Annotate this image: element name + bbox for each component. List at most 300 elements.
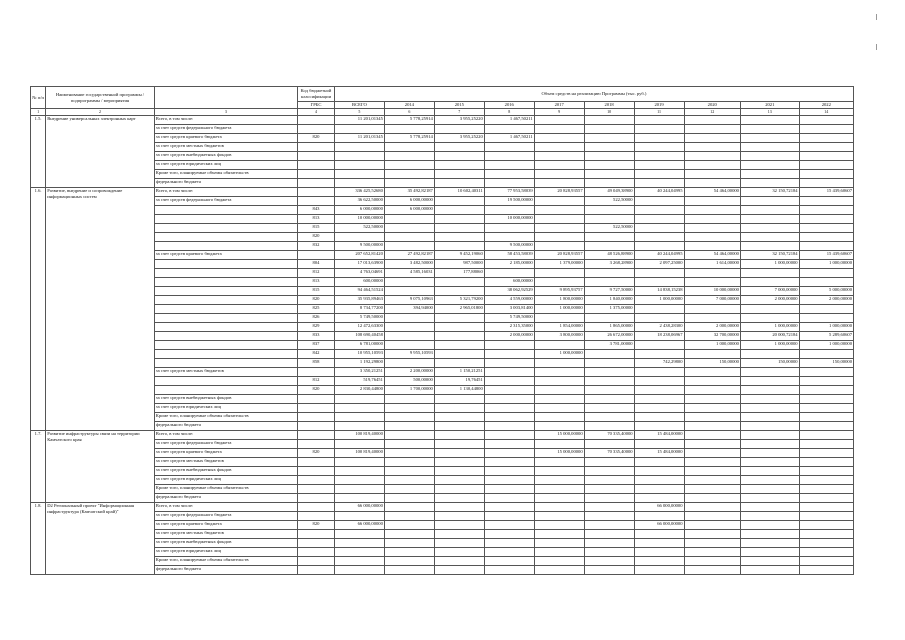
- table-row: [31, 512, 854, 521]
- funding-source: [154, 296, 297, 305]
- year-value: [534, 116, 584, 125]
- year-value: [434, 422, 484, 431]
- year-value: [740, 431, 799, 440]
- year-value: 1 000,00000: [799, 341, 853, 350]
- year-value: [434, 539, 484, 548]
- year-value: [684, 494, 740, 503]
- year-value: [584, 413, 634, 422]
- table-row: [31, 413, 854, 422]
- year-value: 15 439,60607: [799, 188, 853, 197]
- year-value: [634, 350, 684, 359]
- year-value: [684, 503, 740, 512]
- year-value: [799, 566, 853, 575]
- year-value: 9 500,00000: [484, 242, 534, 251]
- total-value: [334, 152, 384, 161]
- total-value: [334, 512, 384, 521]
- total-value: [334, 557, 384, 566]
- year-value: [740, 494, 799, 503]
- total-value: 1 192,29800: [334, 359, 384, 368]
- grbs-code: [298, 125, 335, 134]
- total-value: 36 622,50000: [334, 197, 384, 206]
- total-value: 336 425,52680: [334, 188, 384, 197]
- year-value: [484, 233, 534, 242]
- year-value: [484, 557, 534, 566]
- total-value: [334, 170, 384, 179]
- year-value: [434, 404, 484, 413]
- funding-source: [154, 278, 297, 287]
- year-value: [484, 404, 534, 413]
- year-value: [740, 566, 799, 575]
- table-row: [31, 566, 854, 575]
- year-value: 10 000,00000: [684, 287, 740, 296]
- year-value: 54 464,00000: [684, 251, 740, 260]
- total-value: 519,76451: [334, 377, 384, 386]
- section-name: Развитие инфраструктуры связи на территории Камчатского края: [46, 431, 155, 503]
- table-row: [31, 521, 854, 530]
- year-value: [684, 170, 740, 179]
- year-value: 7 000,00000: [740, 287, 799, 296]
- year-value: [684, 206, 740, 215]
- total-value: [334, 440, 384, 449]
- year-value: [799, 305, 853, 314]
- year-value: [534, 377, 584, 386]
- year-value: [584, 566, 634, 575]
- year-value: [584, 170, 634, 179]
- year-value: [740, 314, 799, 323]
- year-value: [534, 440, 584, 449]
- table-row: [31, 440, 854, 449]
- year-value: [534, 521, 584, 530]
- year-value: [534, 485, 584, 494]
- year-value: [634, 269, 684, 278]
- table-row: [31, 251, 854, 260]
- year-value: [799, 503, 853, 512]
- year-value: [534, 179, 584, 188]
- year-value: [484, 530, 534, 539]
- year-value: 27 492,82187: [384, 251, 434, 260]
- grbs-code: [298, 467, 335, 476]
- grbs-code: 820: [298, 296, 335, 305]
- year-value: [799, 386, 853, 395]
- year-value: 5 749,50000: [484, 314, 534, 323]
- year-value: [634, 314, 684, 323]
- year-value: [634, 125, 684, 134]
- year-value: [799, 197, 853, 206]
- funding-source: за счет средств краевого бюджета: [154, 251, 297, 260]
- year-value: [634, 233, 684, 242]
- year-value: [434, 359, 484, 368]
- year-value: 3 955,25220: [434, 134, 484, 143]
- grbs-code: [298, 557, 335, 566]
- table-row: [31, 296, 854, 305]
- funding-source: Кроме того, планируемые объемы обязательств: [154, 485, 297, 494]
- grbs-code: [298, 197, 335, 206]
- funding-source: [154, 323, 297, 332]
- year-value: [584, 125, 634, 134]
- year-value: 1 467,50211: [484, 116, 534, 125]
- year-value: [534, 170, 584, 179]
- table-row: [31, 143, 854, 152]
- total-value: 5 749,50000: [334, 314, 384, 323]
- year-value: [434, 287, 484, 296]
- year-value: [584, 521, 634, 530]
- header-volume: Объем средств на реализацию Программы (тыс. руб.): [334, 87, 853, 102]
- year-value: [384, 179, 434, 188]
- table-row: [31, 431, 854, 440]
- funding-source: федерального бюджета: [154, 566, 297, 575]
- year-value: 3 268,28900: [584, 260, 634, 269]
- year-value: [384, 467, 434, 476]
- year-value: [634, 467, 684, 476]
- year-value: [634, 305, 684, 314]
- year-value: [534, 233, 584, 242]
- year-value: [384, 557, 434, 566]
- funding-source: [154, 233, 297, 242]
- year-value: [684, 467, 740, 476]
- year-value: [740, 377, 799, 386]
- year-value: [384, 332, 434, 341]
- table-row: [31, 197, 854, 206]
- funding-source: за счет средств федерального бюджета: [154, 197, 297, 206]
- year-value: [684, 458, 740, 467]
- column-number: 9: [534, 109, 584, 116]
- year-value: 522,50000: [584, 197, 634, 206]
- year-value: [584, 233, 634, 242]
- year-value: [484, 341, 534, 350]
- table-row: [31, 395, 854, 404]
- year-value: [684, 530, 740, 539]
- year-value: [584, 278, 634, 287]
- year-value: [740, 206, 799, 215]
- year-value: [384, 449, 434, 458]
- total-value: 94 464,51524: [334, 287, 384, 296]
- year-value: [384, 152, 434, 161]
- table-row: [31, 224, 854, 233]
- year-value: [484, 431, 534, 440]
- total-value: [334, 494, 384, 503]
- table-row: [31, 323, 854, 332]
- year-value: [534, 278, 584, 287]
- year-value: [684, 449, 740, 458]
- total-value: 100 819,40000: [334, 431, 384, 440]
- year-value: [799, 548, 853, 557]
- total-value: [334, 476, 384, 485]
- year-value: [434, 413, 484, 422]
- year-value: [799, 512, 853, 521]
- table-row: [31, 170, 854, 179]
- year-value: [534, 386, 584, 395]
- year-value: 1 000,00000: [740, 323, 799, 332]
- year-value: [434, 476, 484, 485]
- year-value: 77 953,58039: [484, 188, 534, 197]
- funding-source: [154, 314, 297, 323]
- year-value: 7 000,00000: [684, 296, 740, 305]
- year-value: 10 602,40311: [434, 188, 484, 197]
- year-value: [384, 512, 434, 521]
- year-value: [684, 134, 740, 143]
- table-row: [31, 278, 854, 287]
- year-value: [384, 161, 434, 170]
- table-row: [31, 215, 854, 224]
- grbs-code: 815: [298, 287, 335, 296]
- year-value: [740, 458, 799, 467]
- year-value: [740, 476, 799, 485]
- year-value: 70 335,40000: [584, 431, 634, 440]
- grbs-code: 843: [298, 206, 335, 215]
- year-value: [434, 440, 484, 449]
- year-value: [684, 386, 740, 395]
- year-value: [584, 116, 634, 125]
- year-value: [799, 161, 853, 170]
- year-value: [740, 539, 799, 548]
- funding-source: [154, 359, 297, 368]
- funding-source: за счет средств юридических лиц: [154, 476, 297, 485]
- column-number: 8: [484, 109, 534, 116]
- total-value: 11 201,01345: [334, 116, 384, 125]
- funding-source: Всего, в том числе:: [154, 116, 297, 125]
- table-row: [31, 134, 854, 143]
- year-value: 40 244,04995: [634, 251, 684, 260]
- grbs-code: 858: [298, 359, 335, 368]
- year-value: [434, 125, 484, 134]
- year-value: [384, 359, 434, 368]
- funding-source: за счет средств федерального бюджета: [154, 440, 297, 449]
- year-value: [584, 206, 634, 215]
- year-value: [484, 269, 534, 278]
- year-value: [684, 404, 740, 413]
- funding-source: [154, 377, 297, 386]
- year-value: 1 854,00000: [534, 323, 584, 332]
- table-row: [31, 161, 854, 170]
- year-value: 2 000,00000: [740, 296, 799, 305]
- year-value: [799, 494, 853, 503]
- table-row: [31, 494, 854, 503]
- year-value: [534, 539, 584, 548]
- year-value: [584, 359, 634, 368]
- year-value: [384, 125, 434, 134]
- year-value: [584, 179, 634, 188]
- year-value: [534, 548, 584, 557]
- total-value: 2 830,44800: [334, 386, 384, 395]
- year-value: [684, 557, 740, 566]
- year-value: [799, 269, 853, 278]
- year-value: 1 614,00000: [684, 260, 740, 269]
- total-value: 600,00000: [334, 278, 384, 287]
- year-value: 14 838,15238: [634, 287, 684, 296]
- year-value: [740, 422, 799, 431]
- funding-source: за счет средств местных бюджетов: [154, 368, 297, 377]
- year-value: [484, 179, 534, 188]
- total-value: [334, 467, 384, 476]
- year-value: [384, 224, 434, 233]
- year-value: 20 828,93557: [534, 188, 584, 197]
- total-value: 6 000,00000: [334, 206, 384, 215]
- year-value: 6 000,00000: [384, 197, 434, 206]
- funding-source: за счет средств краевого бюджета: [154, 449, 297, 458]
- year-value: [484, 440, 534, 449]
- funding-source: федерального бюджета: [154, 422, 297, 431]
- year-value: [634, 215, 684, 224]
- year-value: [534, 359, 584, 368]
- grbs-code: [298, 251, 335, 260]
- grbs-code: [298, 548, 335, 557]
- year-value: 177,88060: [434, 269, 484, 278]
- year-value: [434, 314, 484, 323]
- year-value: [434, 521, 484, 530]
- year-value: [634, 134, 684, 143]
- total-value: 66 000,00000: [334, 521, 384, 530]
- year-value: 1 000,00000: [634, 296, 684, 305]
- year-value: [740, 557, 799, 566]
- year-value: [740, 125, 799, 134]
- table-row: [31, 206, 854, 215]
- funding-source: за счет средств федерального бюджета: [154, 125, 297, 134]
- section-number: 1.6.: [31, 188, 46, 431]
- grbs-code: [298, 395, 335, 404]
- year-value: [740, 395, 799, 404]
- year-value: [799, 206, 853, 215]
- year-value: 38 062,92529: [484, 287, 534, 296]
- year-value: [384, 440, 434, 449]
- grbs-code: [298, 179, 335, 188]
- year-value: 35 492,82187: [384, 188, 434, 197]
- table-row: [31, 152, 854, 161]
- header-year: 2017: [534, 102, 584, 109]
- year-value: [634, 512, 684, 521]
- year-value: 9 727,50000: [584, 287, 634, 296]
- funding-source: Всего, в том числе:: [154, 503, 297, 512]
- funding-source: федерального бюджета: [154, 494, 297, 503]
- year-value: [434, 215, 484, 224]
- table-row: [31, 341, 854, 350]
- year-value: [740, 233, 799, 242]
- year-value: [740, 485, 799, 494]
- year-value: [484, 422, 534, 431]
- year-value: [684, 152, 740, 161]
- grbs-code: [298, 494, 335, 503]
- year-value: 2 097,25000: [634, 260, 684, 269]
- year-value: [684, 431, 740, 440]
- year-value: [684, 368, 740, 377]
- year-value: [740, 215, 799, 224]
- year-value: [384, 143, 434, 152]
- grbs-code: [298, 404, 335, 413]
- year-value: [484, 224, 534, 233]
- year-value: [634, 116, 684, 125]
- year-value: [634, 278, 684, 287]
- year-value: 4 559,00000: [484, 296, 534, 305]
- funding-source: Кроме того, планируемые объемы обязательств: [154, 557, 297, 566]
- year-value: [799, 215, 853, 224]
- grbs-code: 829: [298, 323, 335, 332]
- year-value: [799, 278, 853, 287]
- year-value: [584, 467, 634, 476]
- year-value: [684, 476, 740, 485]
- table-row: [31, 557, 854, 566]
- total-value: [334, 404, 384, 413]
- year-value: [584, 539, 634, 548]
- table-row: [31, 305, 854, 314]
- grbs-code: 825: [298, 305, 335, 314]
- year-value: [799, 440, 853, 449]
- grbs-code: 820: [298, 233, 335, 242]
- grbs-code: 812: [298, 269, 335, 278]
- grbs-code: [298, 116, 335, 125]
- year-value: [484, 350, 534, 359]
- year-value: [684, 539, 740, 548]
- year-value: 1 000,00000: [534, 350, 584, 359]
- funding-source: [154, 269, 297, 278]
- year-value: [584, 368, 634, 377]
- total-value: 9 500,00000: [334, 242, 384, 251]
- year-value: [684, 395, 740, 404]
- year-value: [384, 458, 434, 467]
- year-value: [384, 431, 434, 440]
- year-value: [634, 161, 684, 170]
- grbs-code: 815: [298, 224, 335, 233]
- year-value: 3 003,81400: [484, 305, 534, 314]
- year-value: [384, 494, 434, 503]
- table-row: [31, 386, 854, 395]
- funding-source: [154, 386, 297, 395]
- year-value: [684, 512, 740, 521]
- funding-source: за счет средств внебюджетных фондов: [154, 395, 297, 404]
- year-value: 40 244,04995: [634, 188, 684, 197]
- grbs-code: [298, 143, 335, 152]
- column-number: 3: [154, 109, 297, 116]
- table-row: [31, 377, 854, 386]
- year-value: [684, 179, 740, 188]
- year-value: 2 000,00000: [684, 323, 740, 332]
- year-value: [634, 242, 684, 251]
- year-value: [384, 170, 434, 179]
- total-value: [334, 548, 384, 557]
- year-value: [484, 512, 534, 521]
- year-value: 150,00000: [740, 359, 799, 368]
- year-value: [384, 341, 434, 350]
- column-number: 11: [634, 109, 684, 116]
- year-value: 1 000,00000: [740, 341, 799, 350]
- column-number: 2: [46, 109, 155, 116]
- year-value: [384, 548, 434, 557]
- grbs-code: 813: [298, 278, 335, 287]
- year-value: [384, 422, 434, 431]
- year-value: [584, 512, 634, 521]
- year-value: 522,50000: [584, 224, 634, 233]
- year-value: [684, 485, 740, 494]
- year-value: [534, 503, 584, 512]
- year-value: [584, 395, 634, 404]
- year-value: 5 000,00000: [799, 287, 853, 296]
- year-value: [434, 350, 484, 359]
- grbs-code: [298, 512, 335, 521]
- grbs-code: [298, 503, 335, 512]
- year-value: [484, 377, 534, 386]
- year-value: [384, 566, 434, 575]
- grbs-code: 842: [298, 350, 335, 359]
- total-value: [334, 233, 384, 242]
- year-value: [534, 314, 584, 323]
- year-value: [484, 458, 534, 467]
- year-value: [434, 224, 484, 233]
- year-value: [799, 413, 853, 422]
- year-value: [684, 143, 740, 152]
- year-value: [799, 485, 853, 494]
- year-value: [799, 143, 853, 152]
- year-value: 1 000,00000: [740, 260, 799, 269]
- year-value: 4 585,16031: [384, 269, 434, 278]
- year-value: [584, 215, 634, 224]
